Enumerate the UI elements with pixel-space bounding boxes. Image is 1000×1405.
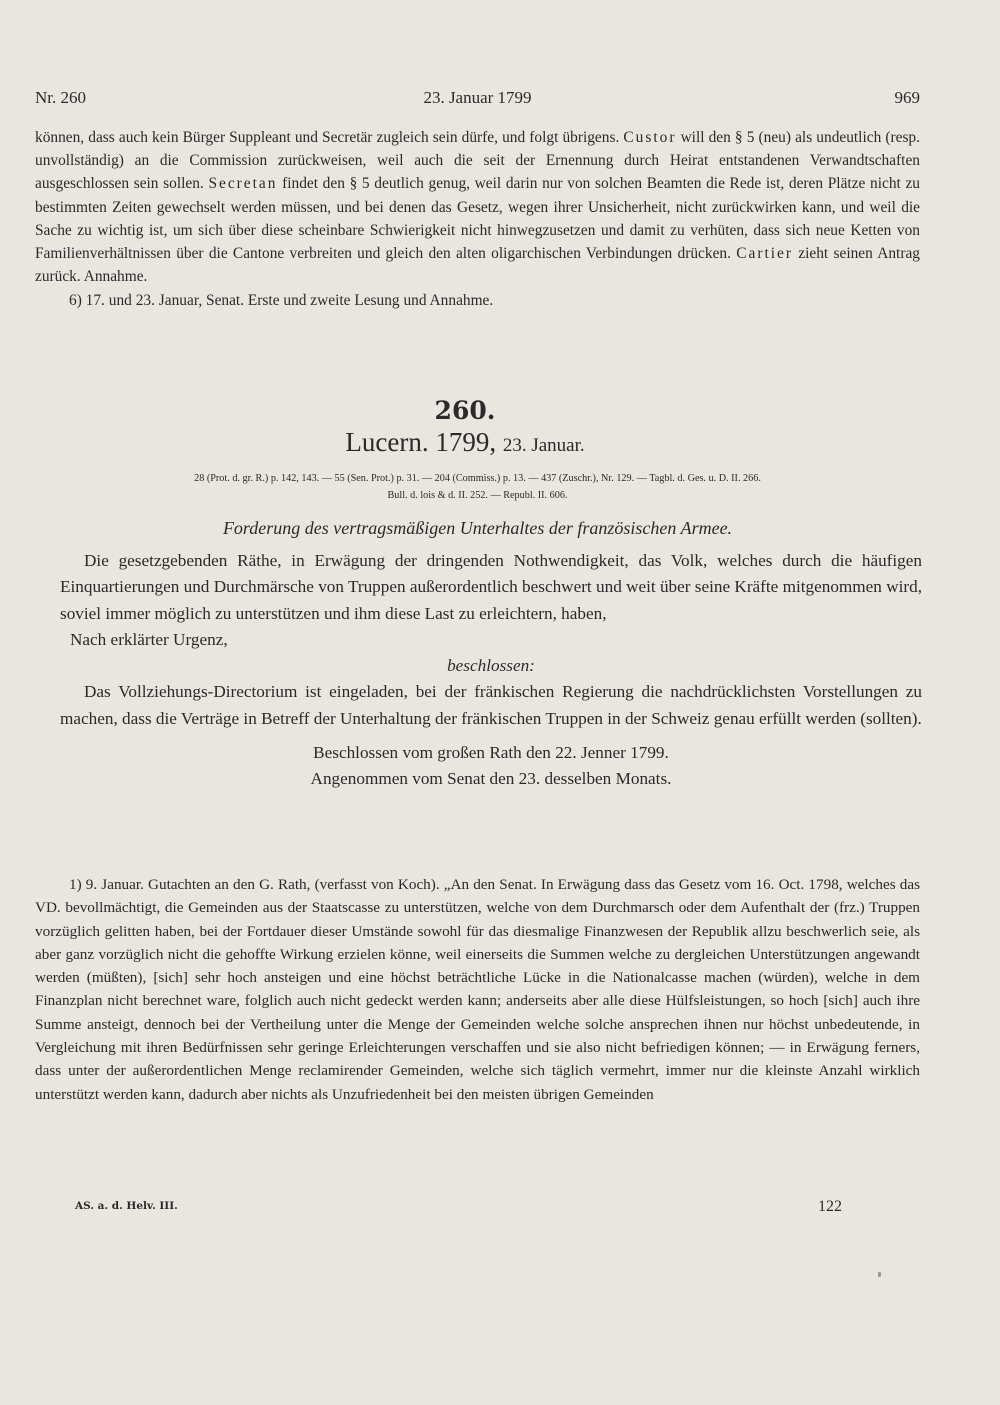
text-segment: können, dass auch kein Bürger Suppleant und Secretär zugleich sein dürfe, und folgt übrigens. [35, 129, 620, 146]
speaker-name: Custor [623, 129, 677, 146]
document-year: 1799, [435, 427, 497, 457]
speaker-name: Cartier [736, 245, 793, 263]
footnote-1 [35, 873, 920, 1106]
speaker-name: Secretan [208, 175, 278, 193]
document-place: Lucern. [345, 427, 429, 457]
resolution-heading: beschlossen: [447, 656, 535, 676]
page-number: 969 [894, 88, 920, 107]
document-heading [0, 427, 930, 458]
preamble-paragraph: Die gesetzgebenden Räthe, in Erwägung der dringenden Nothwendigkeit, das Volk, welches durch die häufigen Einquartierungen und Durchmärsche von Truppen außerordentlich beschwert und weit über seine Kräfte mitgenommen wird, soviel immer möglich zu unterstützen und ihm diese Last zu erleichtern, haben, [60, 551, 922, 623]
document-date: 23. Januar. [502, 435, 585, 456]
paper-speck [878, 1272, 881, 1277]
header-date: 23. Januar 1799 [423, 88, 532, 107]
previous-paragraph [35, 126, 920, 288]
source-line: 28 (Prot. d. gr. R.) p. 142, 143. — 55 (Sen. Prot.) p. 31. — 204 (Commiss.) p. 13. — 437 (Zuschr.), Nr. 129. — Tagbl. d. Ges. u. D. II. 266. [194, 473, 761, 484]
resolution-paragraph: Das Vollziehungs-Directorium ist eingeladen, bei der fränkischen Regierung die nachdrücklichsten Vorstellungen zu machen, dass die Verträge in Betreff der Unterhaltung der fränkischen Truppen in der Schweiz genau erfüllt werden (sollten). [60, 682, 922, 728]
text-segment: will den § 5 (neu) als undeutlich (resp. unvollständig) an die Commission zurückweisen, weil auch die seit der Ernennung durch Heirat entstandenen Verwandtschaften ausgeschlossen sein sollen. [35, 129, 920, 193]
adoption-line-senate: Angenommen vom Senat den 23. desselben Monats. [310, 769, 672, 789]
previous-document-continuation [35, 126, 920, 313]
signature-mark: AS. a. d. Helv. III. [75, 1200, 178, 1212]
sheet-number: 122 [818, 1198, 842, 1215]
source-references [35, 470, 920, 504]
document-body [60, 548, 922, 793]
text-segment: zieht seinen Antrag zurück. Annahme. [35, 245, 920, 286]
adoption-line-great-council: Beschlossen vom großen Rath den 22. Jenner 1799. [313, 743, 669, 763]
footnote-text: 1) 9. Januar. Gutachten an den G. Rath, (verfasst von Koch). „An den Senat. In Erwägung dass das Gesetz vom 16. Oct. 1798, welches das VD. bevollmächtigt, die Gemeinden aus der Staatscasse zu unterstützen, welche von dem Durchmarsch oder dem Aufenthalt der (frz.) Truppen vorzüglich gelitten haben, bei der Fortdauer dieser Umstände sowohl für das diesmalige Finanzwesen der Republik allzu beschwerlich seie, als aber ganz vorzüglich nicht die gehoffte Wirkung erzielen könne, weil einerseits die Summen welche zu dergleichen Unterstützungen angewandt werden (müßten), [sich] sehr hoch ansteigen und eine höchst beträchtliche Lücke in die Nationalcasse machen (würden), welche in dem Finanzplan nicht berechnet ware, folglich auch nicht gedeckt werden kann; anderseits aber alle diese Hülfsleistungen, so hoch [sich] auch ihre Summe ansteigt, dennoch bei der Vertheilung unter die Menge der Gemeinden welche solche ansprechen ihnen nur höchst unbedeutende, in Vergleichung mit ihren Bedürfnissen sehr geringe Erleichterungen verschaffen und sie also nicht befriedigen können; — in Erwägung ferners, dass unter der außerordentlichen Menge reclamirender Gemeinden, welche sich täglich vermehrt, immer nur die kleinste Anzahl wirklich unterstützt werden kann, dadurch aber nichts als Unzufriedenheit bei den meisten übrigen Gemeinden [35, 876, 920, 1103]
running-header [35, 88, 920, 114]
source-line: Bull. d. lois & d. II. 252. — Republ. II. 606. [387, 490, 568, 501]
note-6: 6) 17. und 23. Januar, Senat. Erste und zweite Lesung und Annahme. [69, 292, 494, 310]
document-number: 260. [434, 396, 496, 425]
text-segment: findet den § 5 deutlich genug, weil darin nur von solchen Beamten die Rede ist, deren Plätze nicht zu bestimmten Zeiten gewechselt werden müssen, und bei denen das Gesetz, wegen ihrer Unsicherheit, nicht zurückwirken kann, und weil die Sache zu wichtig ist, um sich über diese scheinbare Schwierigkeit nicht hinwegzusetzen und damit zu verhüten, dass sich neue Ketten von Familienverhältnissen über die Cantone verbreiten und gleich den alten oligarchischen Verbindungen drücken. [35, 175, 920, 263]
header-doc-number: Nr. 260 [35, 88, 86, 107]
document-subject: Forderung des vertragsmäßigen Unterhaltes der französischen Armee. [222, 518, 733, 538]
urgency-line: Nach erklärter Urgenz, [70, 629, 228, 649]
